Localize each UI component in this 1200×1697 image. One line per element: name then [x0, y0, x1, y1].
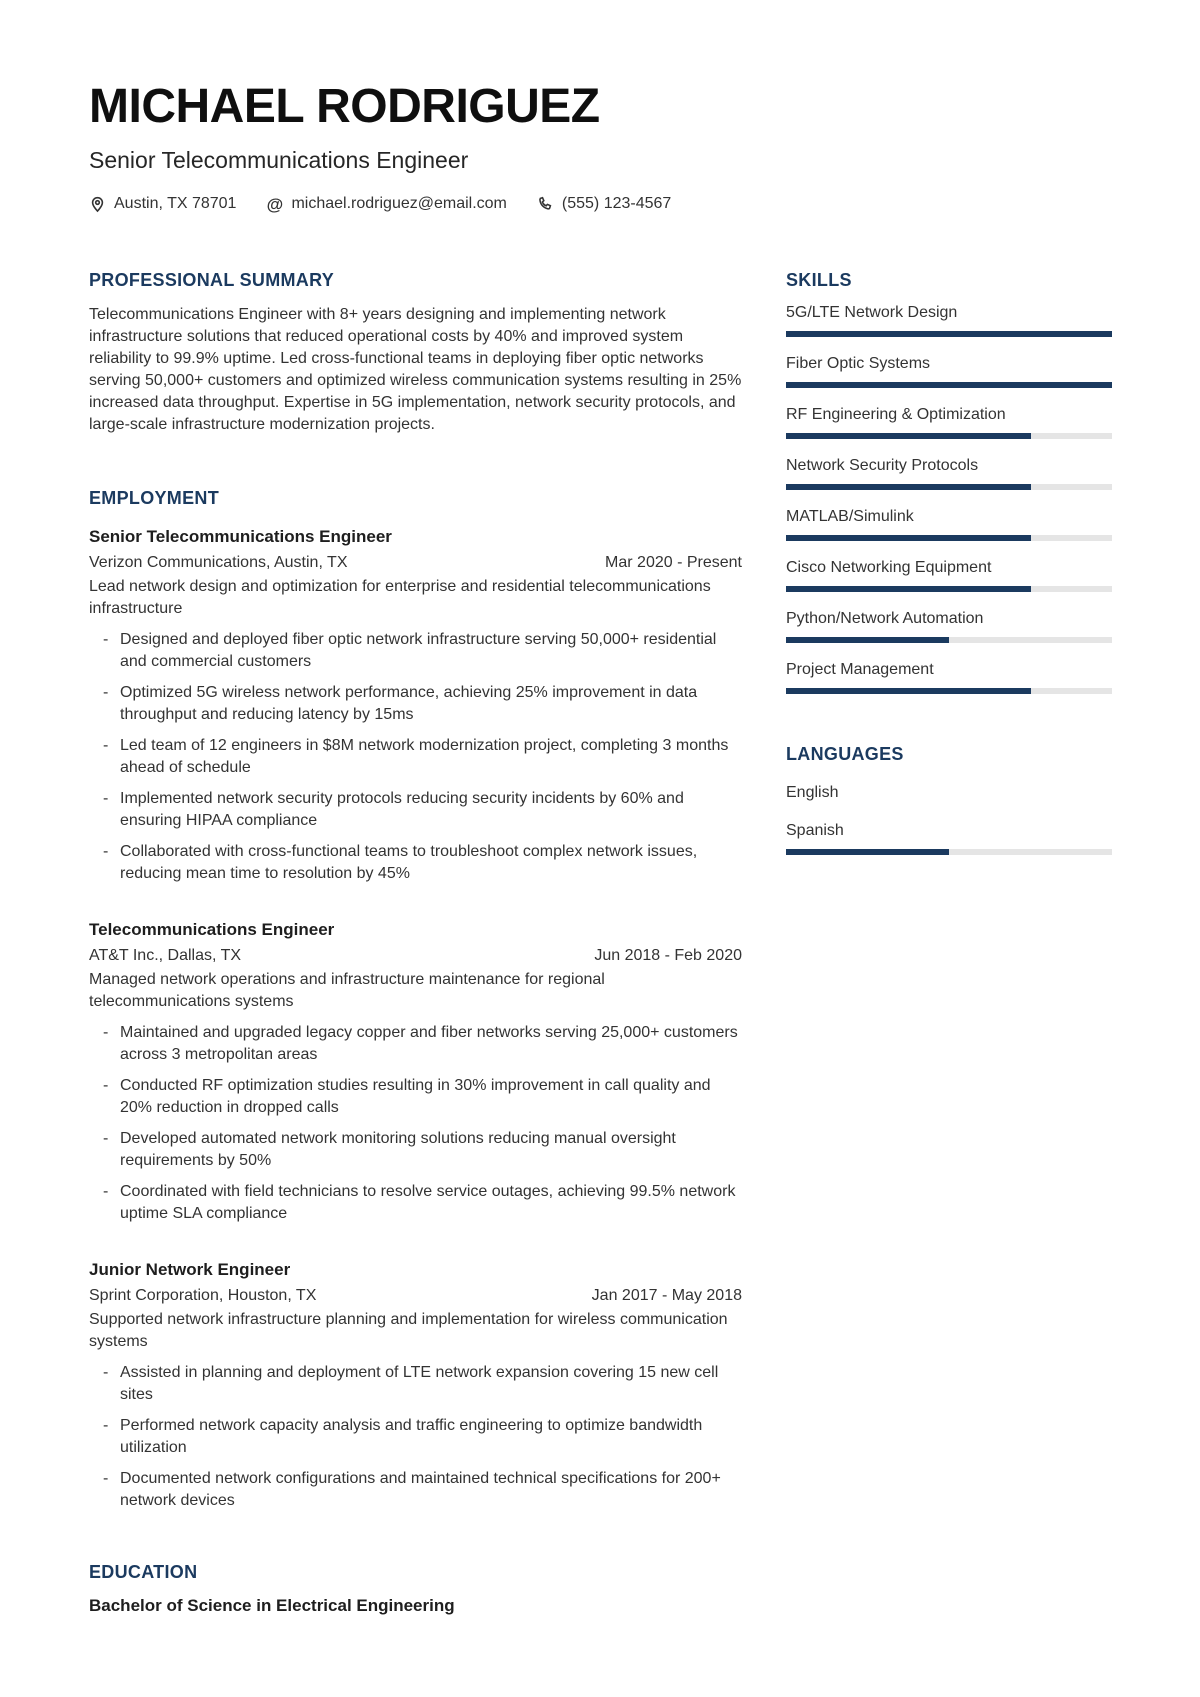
- employment-heading: EMPLOYMENT: [89, 488, 220, 509]
- phone-icon: [537, 196, 554, 213]
- bullet-item: - Optimized 5G wireless network performance, achieving 25% improvement in data throughput and reducing latency by 15ms: [120, 682, 742, 726]
- bullet-item: - Led team of 12 engineers in $8M network modernization project, completing 3 months ahead of schedule: [120, 735, 742, 779]
- language-label: English: [786, 784, 839, 802]
- skill-label: Network Security Protocols: [786, 457, 979, 475]
- skill-item: [786, 660, 1112, 694]
- skill-label: Python/Network Automation: [786, 610, 984, 628]
- job-title: Junior Network Engineer: [89, 1260, 291, 1280]
- education-heading: EDUCATION: [89, 1562, 198, 1583]
- job-entry: [89, 1259, 742, 1512]
- resume-header: [89, 82, 1112, 213]
- job-entry: [89, 919, 742, 1225]
- bullet-item: - Collaborated with cross-functional teams to troubleshoot complex network issues, reducing mean time to resolution by 45%: [120, 841, 742, 885]
- job-description: Lead network design and optimization for enterprise and residential telecommunications infrastructure: [89, 578, 711, 618]
- contact-location: [89, 195, 236, 213]
- skill-bar: [786, 586, 1112, 592]
- job-entry: [89, 526, 742, 885]
- summary-text: Telecommunications Engineer with 8+ years designing and implementing network infrastructure solutions that reduced operational costs by 40% and improved system reliability to 99.9% uptime. Led cross-functional teams in deploying fiber optic networks serving 50,000+ customers and optimized wireless communication systems resulting in 25% increased data throughput. Expertise in 5G implementation, network security protocols, and large-scale infrastructure modernization projects.: [89, 306, 742, 434]
- main-column: [89, 270, 742, 1616]
- bullet-item: - Documented network configurations and maintained technical specifications for 200+ network devices: [120, 1468, 742, 1512]
- contact-location-text: Austin, TX 78701: [114, 195, 237, 213]
- skill-label: Project Management: [786, 661, 934, 679]
- job-dates: Jun 2018 - Feb 2020: [594, 947, 742, 965]
- skill-item: [786, 303, 1112, 337]
- skills-heading: SKILLS: [786, 270, 852, 291]
- bullet-item: - Performed network capacity analysis and traffic engineering to optimize bandwidth utilization: [120, 1415, 742, 1459]
- job-meta: [89, 1285, 742, 1307]
- skill-item: [786, 456, 1112, 490]
- skill-bar: [786, 331, 1112, 337]
- contact-phone-text: (555) 123-4567: [561, 195, 672, 213]
- bullet-item: - Maintained and upgraded legacy copper and fiber networks serving 25,000+ customers across 3 metropolitan areas: [120, 1022, 742, 1066]
- language-item: [786, 783, 1112, 803]
- summary-heading: PROFESSIONAL SUMMARY: [89, 270, 335, 291]
- language-bar: [786, 849, 1112, 855]
- person-name: MICHAEL RODRIGUEZ: [89, 80, 600, 133]
- skill-item: [786, 405, 1112, 439]
- job-description: Managed network operations and infrastructure maintenance for regional telecommunications systems: [89, 971, 605, 1011]
- job-dates: Mar 2020 - Present: [605, 554, 742, 572]
- skill-bar: [786, 382, 1112, 388]
- skill-item: [786, 354, 1112, 388]
- education-degree: Bachelor of Science in Electrical Engineering: [89, 1596, 455, 1616]
- content-columns: [89, 270, 1112, 1616]
- skill-item: [786, 558, 1112, 592]
- skill-label: RF Engineering & Optimization: [786, 406, 1006, 424]
- bullet-item: - Coordinated with field technicians to resolve service outages, achieving 99.5% network uptime SLA compliance: [120, 1181, 742, 1225]
- job-meta: [89, 945, 742, 967]
- job-company: Verizon Communications, Austin, TX: [89, 554, 348, 572]
- bullet-item: - Implemented network security protocols reducing security incidents by 60% and ensuring HIPAA compliance: [120, 788, 742, 832]
- contact-row: [89, 195, 1112, 213]
- languages-heading: LANGUAGES: [786, 744, 904, 765]
- job-bullets: [89, 629, 742, 885]
- skill-bar: [786, 484, 1112, 490]
- person-title: Senior Telecommunications Engineer: [89, 147, 469, 174]
- job-company: Sprint Corporation, Houston, TX: [89, 1287, 317, 1305]
- skill-bar: [786, 688, 1112, 694]
- language-label: Spanish: [786, 822, 844, 840]
- skill-item: [786, 609, 1112, 643]
- skill-label: Fiber Optic Systems: [786, 355, 931, 373]
- job-dates: Jan 2017 - May 2018: [591, 1287, 742, 1305]
- sidebar-column: [786, 270, 1112, 1616]
- skill-label: MATLAB/Simulink: [786, 508, 914, 526]
- job-meta: [89, 552, 742, 574]
- language-item: [786, 821, 1112, 855]
- bullet-item: - Developed automated network monitoring solutions reducing manual oversight requirements by 50%: [120, 1128, 742, 1172]
- contact-email-text: michael.rodriguez@email.com: [291, 195, 507, 213]
- bullet-item: - Conducted RF optimization studies resulting in 30% improvement in call quality and 20% reduction in dropped calls: [120, 1075, 742, 1119]
- skill-item: [786, 507, 1112, 541]
- skill-label: Cisco Networking Equipment: [786, 559, 992, 577]
- skill-bar: [786, 535, 1112, 541]
- skill-bar: [786, 433, 1112, 439]
- job-company: AT&T Inc., Dallas, TX: [89, 947, 242, 965]
- skill-label: 5G/LTE Network Design: [786, 304, 958, 322]
- job-title: Senior Telecommunications Engineer: [89, 527, 392, 547]
- contact-phone: [537, 195, 671, 213]
- job-bullets: [89, 1362, 742, 1512]
- skill-bar: [786, 637, 1112, 643]
- contact-email: [266, 195, 506, 213]
- bullet-item: - Assisted in planning and deployment of LTE network expansion covering 15 new cell sites: [120, 1362, 742, 1406]
- location-pin-icon: [89, 196, 106, 213]
- job-description: Supported network infrastructure planning and implementation for wireless communication systems: [89, 1311, 728, 1351]
- bullet-item: - Designed and deployed fiber optic network infrastructure serving 50,000+ residential and commercial customers: [120, 629, 742, 673]
- job-title: Telecommunications Engineer: [89, 920, 335, 940]
- job-bullets: [89, 1022, 742, 1225]
- at-icon: @: [266, 194, 284, 214]
